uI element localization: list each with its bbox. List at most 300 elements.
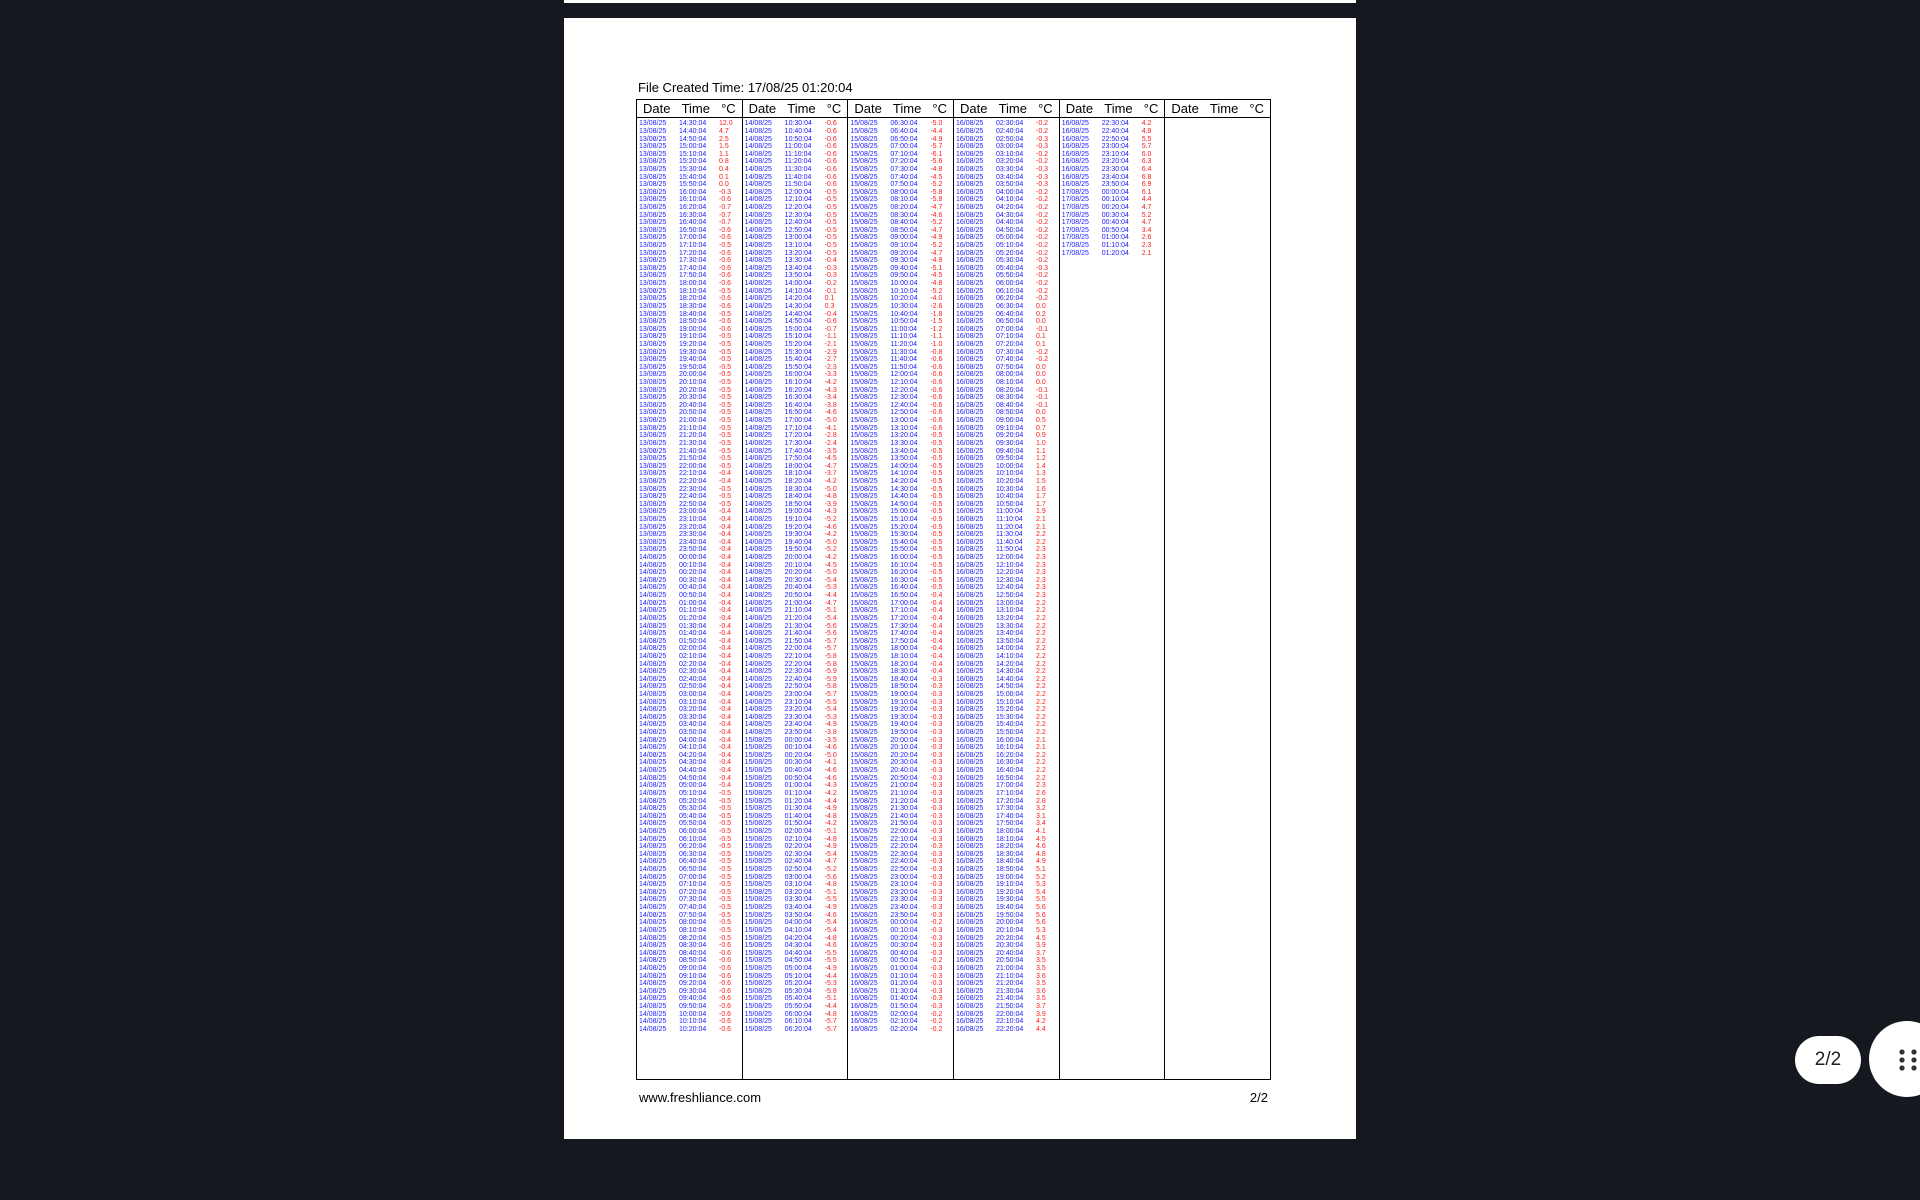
row-date: 15/08/25	[850, 302, 878, 310]
row-date: 13/08/25	[639, 234, 667, 242]
row-time: 13:10:04	[996, 607, 1024, 615]
row-temperature: 5.6	[1036, 911, 1046, 919]
row-temperature: -0.3	[930, 827, 943, 835]
table-row	[745, 851, 848, 859]
row-date: 16/08/25	[956, 508, 984, 516]
row-date: 16/08/25	[1061, 173, 1089, 181]
table-row	[639, 972, 742, 980]
table-row	[850, 584, 953, 592]
table-row	[745, 523, 848, 531]
row-date: 15/08/25	[850, 173, 878, 181]
row-time: 11:40:04	[784, 173, 812, 181]
row-time: 01:40:04	[784, 812, 812, 820]
row-temperature: -0.2	[1036, 196, 1049, 204]
table-row	[956, 904, 1059, 912]
table-row	[850, 295, 953, 303]
table-row	[850, 980, 953, 988]
table-row	[639, 234, 742, 242]
row-time: 11:40:04	[996, 538, 1023, 546]
row-date: 15/08/25	[744, 866, 772, 874]
row-date: 14/08/25	[639, 767, 667, 775]
row-temperature: -0.2	[824, 280, 837, 288]
row-temperature: -0.5	[719, 805, 732, 813]
table-row	[639, 150, 742, 158]
row-date: 15/08/25	[744, 744, 772, 752]
table-row	[956, 128, 1059, 136]
row-time: 05:20:04	[679, 797, 707, 805]
row-temperature: 0.1	[1036, 333, 1046, 341]
table-row	[956, 539, 1059, 547]
row-date: 14/08/25	[744, 432, 772, 440]
table-row	[850, 668, 953, 676]
row-date: 17/08/25	[1061, 234, 1089, 242]
row-time: 06:50:04	[679, 866, 707, 874]
row-temperature: -0.4	[719, 538, 732, 546]
row-temperature: -4.8	[824, 881, 837, 889]
table-row	[956, 790, 1059, 798]
column-body	[1165, 118, 1270, 120]
row-temperature: 0.4	[719, 165, 729, 173]
table-row	[639, 592, 742, 600]
table-row	[850, 432, 953, 440]
row-date: 17/08/25	[1061, 226, 1089, 234]
row-temperature: 2.2	[1036, 645, 1046, 653]
table-row	[850, 455, 953, 463]
table-row	[956, 364, 1059, 372]
row-time: 10:40:04	[890, 310, 918, 318]
row-temperature: -0.3	[930, 858, 943, 866]
table-row	[956, 287, 1059, 295]
row-date: 17/08/25	[1061, 188, 1089, 196]
row-temperature: -0.5	[719, 919, 732, 927]
row-time: 01:00:04	[1101, 234, 1129, 242]
row-time: 22:10:04	[996, 1018, 1024, 1026]
row-date: 14/08/25	[744, 485, 772, 493]
table-row	[745, 379, 848, 387]
row-temperature: -0.3	[1036, 165, 1049, 173]
table-row	[956, 599, 1059, 607]
row-temperature: -0.5	[719, 348, 732, 356]
table-row	[639, 257, 742, 265]
row-time: 22:50:04	[784, 683, 812, 691]
row-time: 11:10:04	[996, 515, 1023, 523]
row-temperature: -0.3	[930, 797, 943, 805]
row-date: 15/08/25	[850, 493, 878, 501]
table-row	[745, 1018, 848, 1026]
row-time: 08:40:04	[890, 219, 918, 227]
apps-menu-button[interactable]	[1869, 1021, 1920, 1097]
row-temperature: 0.0	[1036, 318, 1046, 326]
row-date: 16/08/25	[1061, 150, 1089, 158]
table-row	[745, 759, 848, 767]
row-time: 16:30:04	[784, 394, 812, 402]
table-row	[745, 714, 848, 722]
row-temperature: -0.2	[930, 919, 943, 927]
row-time: 02:50:04	[996, 135, 1024, 143]
row-temperature: -0.5	[719, 371, 732, 379]
row-date: 13/08/25	[639, 417, 667, 425]
row-time: 17:00:04	[679, 234, 707, 242]
header-time: Time	[892, 101, 922, 116]
table-row	[850, 744, 953, 752]
row-time: 17:00:04	[890, 599, 918, 607]
table-row	[956, 265, 1059, 273]
row-time: 17:50:04	[679, 272, 707, 280]
row-date: 14/08/25	[744, 135, 772, 143]
row-date: 16/08/25	[956, 158, 984, 166]
row-temperature: 5.3	[1036, 881, 1046, 889]
row-temperature: -0.3	[930, 706, 943, 714]
row-temperature: -0.4	[719, 515, 732, 523]
row-date: 14/08/25	[639, 942, 667, 950]
table-row	[639, 333, 742, 341]
row-temperature: 4.2	[1036, 1018, 1046, 1026]
row-temperature: -5.2	[824, 866, 837, 874]
table-row	[639, 364, 742, 372]
row-time: 10:50:04	[996, 500, 1024, 508]
row-temperature: 0.0	[1036, 409, 1046, 417]
table-row	[956, 729, 1059, 737]
row-time: 04:40:04	[784, 949, 812, 957]
row-date: 14/08/25	[639, 691, 667, 698]
row-date: 14/08/25	[744, 569, 772, 577]
table-row	[745, 881, 848, 889]
row-temperature: -1.2	[930, 325, 943, 333]
row-temperature: -4.3	[824, 386, 837, 394]
row-temperature: -4.4	[824, 972, 837, 980]
row-date: 15/08/25	[850, 325, 878, 333]
table-row	[850, 911, 953, 919]
row-temperature: -0.4	[719, 584, 732, 592]
row-temperature: -0.3	[1036, 264, 1049, 272]
header-time: Time	[1209, 101, 1239, 116]
table-row	[956, 660, 1059, 668]
row-date: 15/08/25	[850, 500, 878, 508]
table-row	[745, 805, 848, 813]
row-time: 18:40:04	[890, 675, 918, 683]
row-temperature: 1.1	[1036, 447, 1046, 455]
table-row	[639, 318, 742, 326]
row-date: 16/08/25	[956, 919, 984, 927]
row-date: 15/08/25	[744, 751, 772, 759]
table-row	[956, 797, 1059, 805]
row-time: 14:50:04	[890, 500, 918, 508]
row-temperature: -0.3	[930, 767, 943, 775]
table-row	[639, 858, 742, 866]
row-date: 14/08/25	[639, 782, 667, 790]
row-temperature: -4.9	[930, 135, 943, 143]
row-date: 13/08/25	[639, 127, 667, 135]
row-date: 16/08/25	[850, 1018, 878, 1026]
row-time: 06:20:04	[996, 295, 1024, 303]
row-time: 14:30:04	[679, 120, 707, 128]
table-row	[745, 820, 848, 828]
row-temperature: -0.4	[719, 729, 732, 737]
row-time: 20:40:04	[679, 401, 707, 409]
table-row	[639, 653, 742, 661]
row-temperature: 2.2	[1036, 759, 1046, 767]
row-time: 02:50:04	[679, 683, 707, 691]
row-date: 15/08/25	[744, 858, 772, 866]
row-date: 16/08/25	[956, 302, 984, 310]
header-time: Time	[998, 101, 1027, 116]
row-temperature: -0.5	[719, 356, 732, 364]
row-time: 01:20:04	[1101, 249, 1129, 257]
table-row	[639, 128, 742, 136]
row-temperature: -5.2	[930, 219, 943, 227]
table-row	[745, 371, 848, 379]
row-date: 14/08/25	[639, 797, 667, 805]
row-temperature: -0.5	[719, 462, 732, 470]
row-time: 18:30:04	[996, 850, 1024, 858]
row-temperature: -0.4	[719, 599, 732, 607]
row-time: 05:00:04	[996, 234, 1024, 242]
table-row	[639, 166, 742, 174]
row-temperature: -0.4	[719, 622, 732, 630]
row-date: 14/08/25	[744, 592, 772, 600]
row-date: 15/08/25	[850, 485, 878, 493]
table-row	[850, 508, 953, 516]
table-row	[956, 653, 1059, 661]
row-time: 09:10:04	[890, 242, 918, 250]
row-time: 18:40:04	[996, 858, 1024, 866]
row-time: 14:50:04	[784, 318, 812, 326]
table-row	[850, 379, 953, 387]
table-row	[956, 812, 1059, 820]
row-time: 04:30:04	[784, 942, 812, 950]
row-temperature: 4.5	[1036, 835, 1046, 843]
table-row	[850, 1010, 953, 1018]
table-row	[639, 919, 742, 927]
table-row	[956, 1026, 1059, 1034]
row-temperature: 2.2	[1036, 599, 1046, 607]
row-temperature: -0.3	[930, 964, 943, 972]
row-time: 12:00:04	[996, 554, 1024, 562]
row-temperature: 2.2	[1036, 751, 1046, 759]
row-time: 19:10:04	[679, 333, 707, 341]
row-date: 14/08/25	[744, 272, 772, 280]
row-time: 09:20:04	[890, 249, 918, 257]
row-temperature: -2.6	[930, 302, 943, 310]
table-row	[639, 188, 742, 196]
table-row	[956, 782, 1059, 790]
row-time: 14:20:04	[784, 295, 812, 303]
row-time: 05:30:04	[784, 987, 812, 995]
row-temperature: -5.1	[824, 827, 837, 835]
row-temperature: -0.5	[719, 500, 732, 508]
row-temperature: -0.3	[930, 926, 943, 934]
row-time: 01:20:04	[890, 980, 918, 988]
table-row	[745, 1010, 848, 1018]
table-row	[639, 470, 742, 478]
row-time: 20:40:04	[996, 949, 1024, 957]
header-unit: °C	[1143, 101, 1159, 116]
row-temperature: 2.3	[1036, 592, 1046, 600]
row-temperature: -0.5	[719, 926, 732, 934]
table-row	[850, 774, 953, 782]
row-date: 13/08/25	[639, 447, 667, 455]
table-row	[850, 607, 953, 615]
row-temperature: -0.5	[824, 234, 837, 242]
table-row	[639, 478, 742, 486]
row-date: 15/08/25	[744, 904, 772, 912]
row-date: 16/08/25	[956, 751, 984, 759]
row-time: 15:20:04	[996, 706, 1024, 714]
row-time: 13:30:04	[784, 257, 812, 265]
row-date: 17/08/25	[1061, 242, 1089, 250]
row-date: 16/08/25	[956, 1010, 984, 1018]
row-date: 15/08/25	[850, 158, 878, 166]
row-date: 16/08/25	[956, 850, 984, 858]
row-temperature: -4.8	[824, 835, 837, 843]
row-temperature: -0.2	[1036, 242, 1049, 250]
row-temperature: -0.3	[930, 759, 943, 767]
row-temperature: 1.0	[1036, 439, 1046, 447]
row-date: 15/08/25	[744, 888, 772, 896]
table-row	[850, 1018, 953, 1026]
row-time: 23:10:04	[784, 698, 812, 706]
row-date: 15/08/25	[850, 599, 878, 607]
table-row	[745, 706, 848, 714]
row-time: 14:00:04	[890, 462, 918, 470]
table-row	[745, 508, 848, 516]
row-time: 18:20:04	[679, 295, 707, 303]
row-date: 15/08/25	[744, 835, 772, 843]
row-temperature: -0.6	[930, 371, 943, 379]
row-date: 16/08/25	[956, 424, 984, 432]
row-date: 16/08/25	[956, 637, 984, 645]
row-date: 14/08/25	[639, 789, 667, 797]
row-time: 21:20:04	[679, 432, 707, 440]
row-temperature: 0.3	[824, 302, 835, 310]
table-row	[956, 120, 1059, 128]
row-temperature: -5.4	[824, 919, 837, 927]
table-row	[850, 599, 953, 607]
row-time: 23:40:04	[890, 904, 918, 912]
row-time: 17:30:04	[890, 622, 918, 630]
row-time: 08:20:04	[679, 934, 707, 942]
row-time: 09:30:04	[890, 257, 918, 265]
row-date: 17/08/25	[1061, 249, 1089, 257]
table-row	[956, 1003, 1059, 1011]
table-row	[850, 135, 953, 143]
header-time: Time	[681, 101, 710, 116]
row-temperature: 2.2	[1036, 721, 1046, 729]
row-temperature: -0.3	[930, 949, 943, 957]
row-time: 12:40:04	[996, 584, 1024, 592]
row-temperature: -0.5	[824, 249, 837, 257]
table-row	[745, 333, 848, 341]
row-date: 14/08/25	[744, 371, 772, 379]
row-date: 16/08/25	[956, 942, 984, 950]
row-time: 15:20:04	[784, 340, 812, 348]
row-time: 16:50:04	[890, 592, 918, 600]
row-temperature: -0.3	[930, 675, 943, 683]
row-date: 16/08/25	[850, 972, 878, 980]
row-temperature: -0.5	[719, 409, 732, 417]
table-row	[639, 440, 742, 448]
table-row	[745, 660, 848, 668]
row-time: 03:00:04	[784, 873, 812, 881]
row-date: 14/08/25	[639, 637, 667, 645]
row-date: 13/08/25	[639, 455, 667, 463]
table-row	[639, 310, 742, 318]
row-temperature: -4.6	[824, 523, 837, 531]
row-temperature: 4.8	[1036, 850, 1046, 858]
row-time: 22:10:04	[679, 470, 707, 478]
row-temperature: 4.9	[1141, 127, 1152, 135]
row-date: 16/08/25	[956, 515, 984, 523]
row-date: 14/08/25	[639, 980, 667, 988]
row-date: 14/08/25	[744, 318, 772, 326]
row-time: 23:40:04	[1101, 173, 1129, 181]
row-temperature: -5.0	[824, 417, 837, 425]
table-row	[956, 371, 1059, 379]
row-time: 21:10:04	[784, 607, 812, 615]
row-date: 16/08/25	[956, 949, 984, 957]
row-temperature: -0.5	[930, 500, 943, 508]
row-date: 16/08/25	[956, 325, 984, 333]
row-date: 15/08/25	[850, 356, 878, 364]
table-row	[850, 698, 953, 706]
row-date: 16/08/25	[956, 485, 984, 493]
table-column	[1059, 100, 1165, 1079]
row-temperature: -3.8	[824, 729, 837, 737]
row-time: 15:50:04	[784, 363, 812, 371]
row-date: 16/08/25	[956, 858, 984, 866]
row-temperature: -0.5	[930, 462, 943, 470]
row-date: 15/08/25	[850, 280, 878, 288]
row-time: 00:20:04	[890, 934, 918, 942]
row-temperature: -0.5	[824, 204, 837, 211]
row-temperature: -0.5	[719, 881, 732, 889]
row-time: 23:30:04	[1101, 165, 1129, 173]
row-time: 11:10:04	[784, 150, 812, 158]
row-date: 16/08/25	[956, 789, 984, 797]
row-temperature: 4.9	[1036, 858, 1046, 866]
row-date: 15/08/25	[744, 919, 772, 927]
table-row	[639, 820, 742, 828]
row-temperature: -0.3	[1036, 173, 1049, 181]
row-time: 07:20:04	[996, 340, 1024, 348]
row-date: 14/08/25	[639, 843, 667, 851]
row-time: 18:00:04	[890, 645, 918, 653]
row-date: 15/08/25	[850, 691, 878, 698]
row-temperature: -0.8	[930, 348, 943, 356]
row-temperature: -0.1	[824, 287, 837, 295]
row-date: 15/08/25	[850, 272, 878, 280]
table-row	[745, 843, 848, 851]
row-date: 16/08/25	[956, 630, 984, 638]
table-row	[850, 158, 953, 166]
row-temperature: -0.7	[719, 211, 732, 219]
row-date: 15/08/25	[850, 569, 878, 577]
row-date: 14/08/25	[744, 249, 772, 257]
row-temperature: -0.5	[824, 196, 837, 204]
row-time: 07:30:04	[679, 896, 707, 904]
row-time: 00:40:04	[1101, 219, 1129, 227]
row-temperature: -0.4	[719, 645, 732, 653]
row-temperature: 2.1	[1036, 736, 1046, 744]
row-temperature: -4.9	[824, 843, 837, 851]
row-date: 16/08/25	[956, 881, 984, 889]
row-temperature: -0.2	[930, 1010, 943, 1018]
row-date: 15/08/25	[744, 827, 772, 835]
row-time: 23:10:04	[890, 881, 918, 889]
row-temperature: -0.5	[719, 363, 732, 371]
row-date: 15/08/25	[850, 424, 878, 432]
table-row	[745, 432, 848, 440]
